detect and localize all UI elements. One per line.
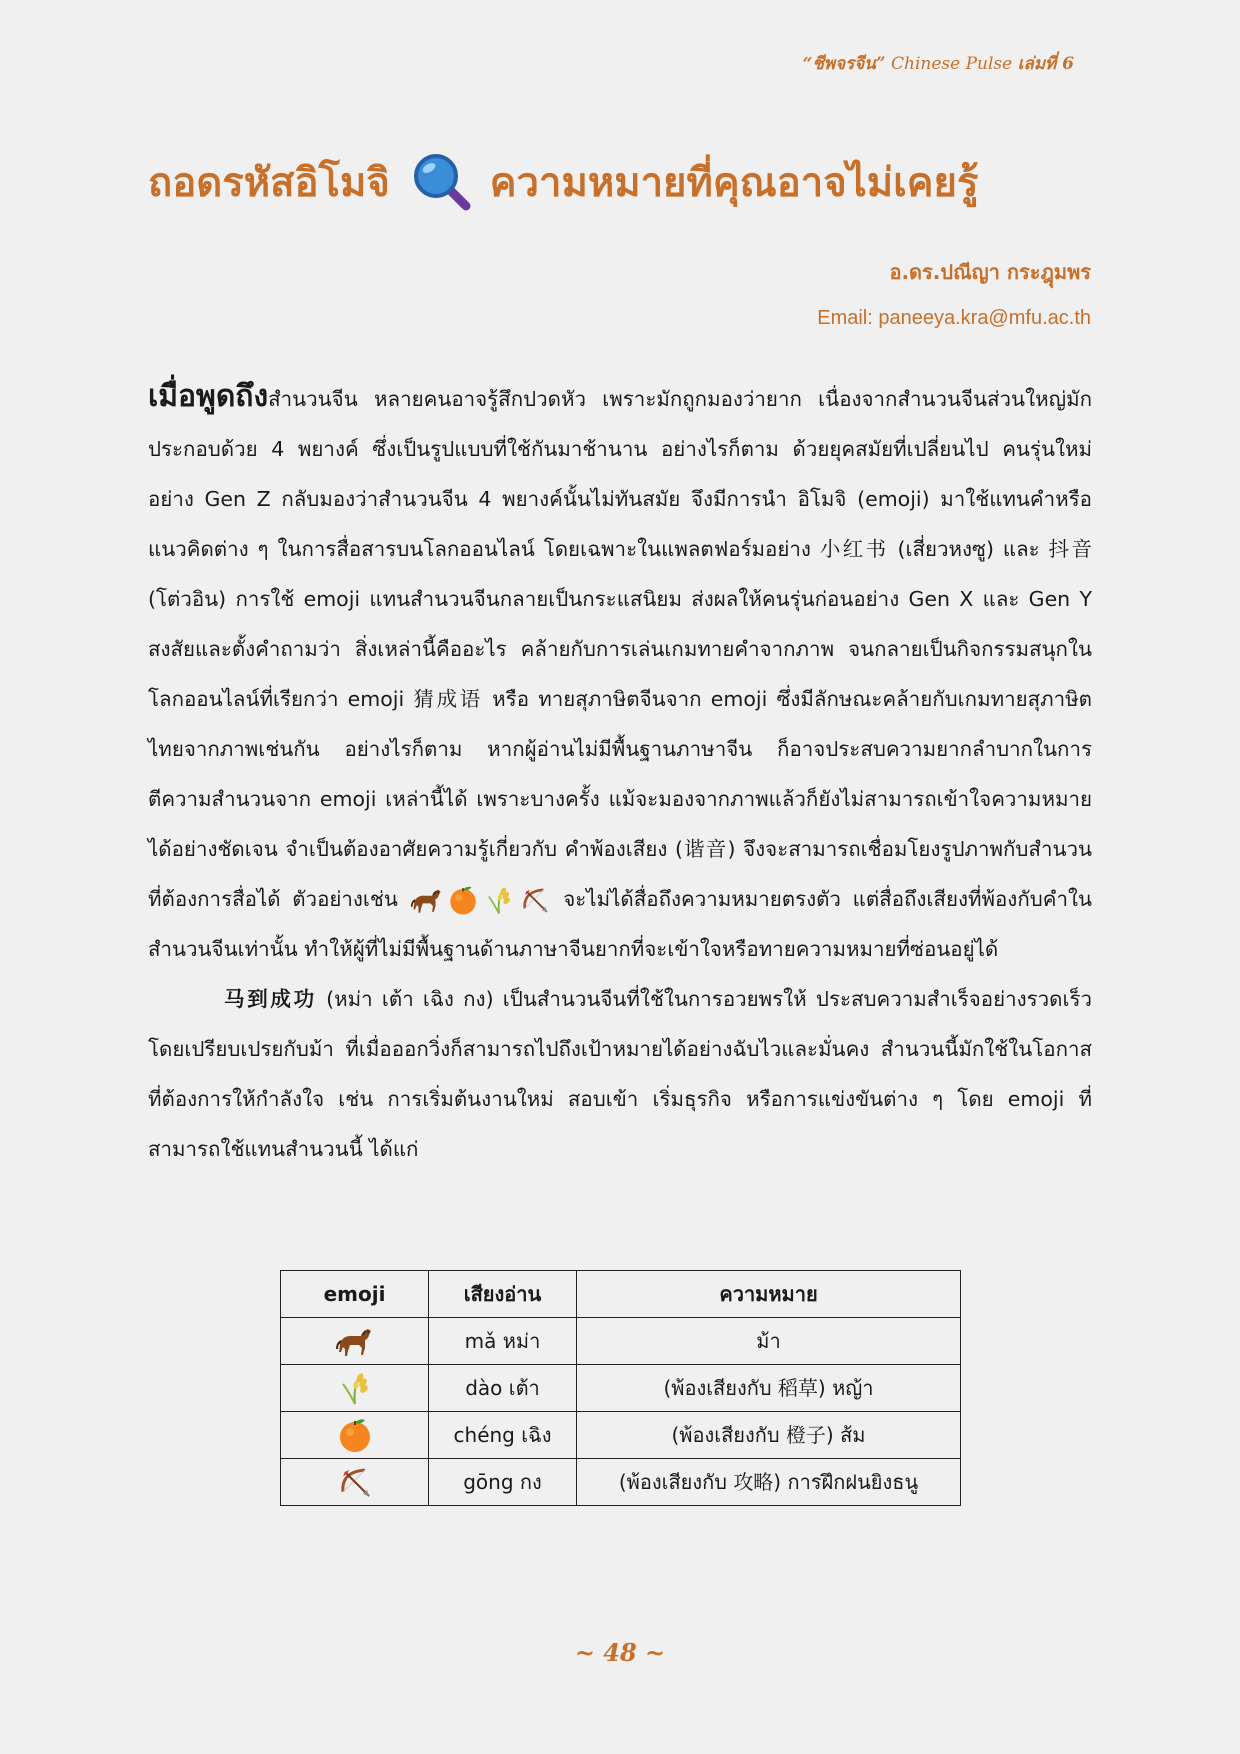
column-header-emoji: emoji [281, 1271, 429, 1318]
meaning-cell: (พ้องเสียงกับ 攻略) การฝึกฝนยิงธนู [577, 1459, 961, 1506]
text-segment: (หม่า เต้า เฉิง กง) เป็นสำนวนจีนที่ใช้ในการอวยพรให้ ประสบความสำเร็จอย่างรวดเร็ว โดยเปรียบเปรยกับม้า ที่เมื่อออกวิ่งก็สามารถไปถึงเป้าหมายได้อย่างฉับไวและมั่นคง สำนวนนี้มักใช้ในโอกาสที่ต้องการให้กำลังใจ เช่น การเริ่มต้นงานใหม่ สอบเข้า เริ่มธุรกิจ หรือการแข่งขันต่าง ๆ โดย emoji ที่สามารถใช้แทนสำนวนนี้ ได้แก่ [148, 987, 1092, 1161]
page-number: ~ 48 ~ [574, 1638, 666, 1667]
chinese-term: 谐音 [683, 837, 728, 861]
lead-word: เมื่อพูดถึง [148, 379, 269, 414]
meaning-cell: (พ้องเสียงกับ 橙子) ส้ม [577, 1412, 961, 1459]
series-title: “ชีพจรจีน” [802, 54, 886, 74]
reading-cell: gōng กง [429, 1459, 577, 1506]
running-header [803, 50, 1074, 77]
chinese-term: 猜成语 [413, 687, 483, 711]
reading-cell: chéng เฉิง [429, 1412, 577, 1459]
bow-arrow-icon [335, 1462, 375, 1502]
horse-icon [335, 1321, 375, 1361]
column-header-meaning: ความหมาย [577, 1271, 961, 1318]
emoji-cell [281, 1318, 429, 1365]
text-segment: ) จึงจะสามารถเชื่อมโยงรูปภาพกับสำนวนที่ต้องการสื่อได้ ตัวอย่างเช่น [148, 837, 1092, 911]
table-row [281, 1318, 961, 1365]
text-segment: (เสี่ยวหงซู) และ [888, 537, 1049, 561]
table-row [281, 1365, 961, 1412]
text-segment: หรือ ทายสุภาษิตจีนจาก emoji ซึ่งมีลักษณะคล้ายกับเกมทายสุภาษิตไทยจากภาพเช่นกัน อย่างไรก็ตาม หากผู้อ่านไม่มีพื้นฐานภาษาจีน ก็อาจประสบความยากลำบากในการตีความสำนวนจาก emoji เหล่านี้ได้ เพราะบางครั้ง แม้จะมองจากภาพแล้วก็ยังไม่สามารถเข้าใจความหมายได้อย่างชัดเจน จำเป็นต้องอาศัยความรู้เกี่ยวกับ คำพ้องเสียง ( [148, 687, 1092, 861]
chinese-term: 抖音 [1048, 537, 1093, 561]
table-header-row [281, 1271, 961, 1318]
article-title-part2: ความหมายที่คุณอาจไม่เคยรู้ [489, 160, 979, 206]
chinese-term: 小红书 [819, 537, 889, 561]
emoji-cell [281, 1459, 429, 1506]
bow-arrow-icon [518, 883, 552, 917]
author-name: อ.ดร.ปณีญา กระฎุมพร [889, 260, 1091, 284]
orange-icon [446, 883, 480, 917]
rice-icon [482, 883, 516, 917]
table-row [281, 1412, 961, 1459]
text-segment: จะไม่ได้สื่อถึงความหมายตรงตัว แต่สื่อถึงเสียงที่พ้องกับคำในสำนวนจีนเท่านั้น ทำให้ผู้ที่ไม่มีพื้นฐานด้านภาษาจีนยากที่จะเข้าใจหรือทายความหมายที่ซ่อนอยู่ได้ [148, 887, 1092, 961]
table-row [281, 1459, 961, 1506]
article-title-row [148, 150, 1088, 214]
rice-icon [335, 1368, 375, 1408]
emoji-cell [281, 1365, 429, 1412]
paragraph-intro [148, 372, 1092, 974]
text-segment: (โต่วอิน) การใช้ emoji แทนสำนวนจีนกลายเป็นกระแสนิยม ส่งผลให้คนรุ่นก่อนอย่าง Gen X และ Gen Y สงสัยและตั้งคำถามว่า สิ่งเหล่านี้คืออะไร คล้ายกับการเล่นเกมทายคำจากภาพ จนกลายเป็นกิจกรรมสนุกในโลกออนไลน์ที่เรียกว่า emoji [148, 587, 1092, 711]
emoji-cell [281, 1412, 429, 1459]
orange-icon [335, 1415, 375, 1455]
text-segment: สำนวนจีน หลายคนอาจรู้สึกปวดหัว เพราะมักถูกมองว่ายาก เนื่องจากสำนวนจีนส่วนใหญ่มักประกอบด้วย 4 พยางค์ ซึ่งเป็นรูปแบบที่ใช้กันมาช้านาน อย่างไรก็ตาม ด้วยยุคสมัยที่เปลี่ยนไป คนรุ่นใหม่อย่าง Gen Z กลับมองว่าสำนวนจีน 4 พยางค์นั้นไม่ทันสมัย จึงมีการนำ อิโมจิ (emoji) มาใช้แทนคำหรือแนวคิดต่าง ๆ ในการสื่อสารบนโลกออนไลน์ โดยเฉพาะในแพลตฟอร์มอย่าง [148, 387, 1092, 561]
idiom-chinese: 马到成功 [224, 987, 317, 1011]
meaning-cell: ม้า [577, 1318, 961, 1365]
column-header-reading: เสียงอ่าน [429, 1271, 577, 1318]
paragraph-idiom [148, 974, 1092, 1174]
meaning-cell: (พ้องเสียงกับ 稻草) หญ้า [577, 1365, 961, 1412]
author-email: Email: paneeya.kra@mfu.ac.th [817, 307, 1091, 329]
series-title-en: Chinese Pulse [891, 54, 1013, 74]
horse-icon [410, 883, 444, 917]
article-title-part1: ถอดรหัสอิโมจิ [148, 160, 390, 206]
reading-cell: dào เต้า [429, 1365, 577, 1412]
emoji-reading-table [280, 1270, 961, 1506]
article-body [148, 372, 1092, 1174]
magnifying-glass-icon [410, 150, 474, 214]
emoji-sequence [410, 883, 552, 917]
issue-number: เล่มที่ 6 [1017, 54, 1074, 74]
reading-cell: mǎ หม่า [429, 1318, 577, 1365]
